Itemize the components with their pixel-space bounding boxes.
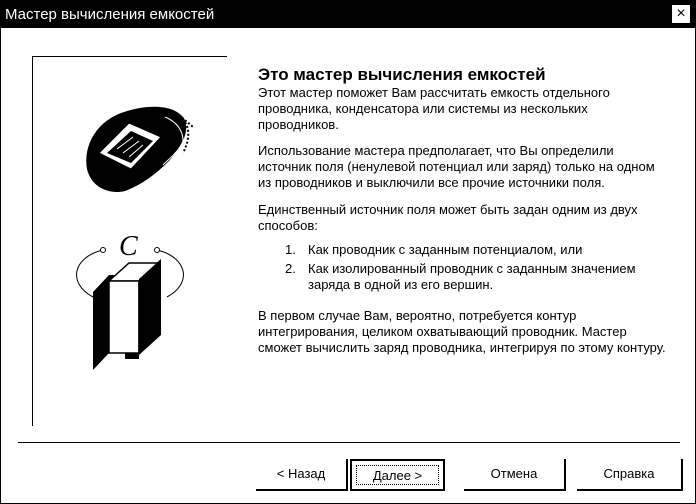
- source-paragraph: Единственный источник поля может быть задан одним из двух способов:: [258, 202, 638, 233]
- cancel-button[interactable]: Отмена: [464, 459, 566, 491]
- list-item-number: 1.: [285, 242, 296, 257]
- close-icon: ×: [676, 5, 686, 22]
- window-title: Мастер вычисления емкостей: [5, 6, 215, 23]
- title-bar[interactable]: [1, 1, 695, 28]
- wizard-illustration-panel: [32, 56, 227, 426]
- back-button[interactable]: < Назад: [256, 459, 348, 491]
- list-item: [258, 261, 668, 293]
- conductor-blob-icon: [86, 107, 193, 192]
- contour-paragraph: В первом случае Вам, вероятно, потребуется контур интегрирования, целиком охватывающий проводник. Мастер сможет вычислить заряд проводника, интегрируя по этому контуру.: [258, 308, 666, 355]
- intro-paragraph: Этот мастер поможет Вам рассчитать емкость отдельного проводника, конденсатора или системы из нескольких проводников.: [258, 85, 610, 132]
- wizard-illustration: [33, 57, 228, 427]
- capacitor-icon: [77, 248, 184, 371]
- capacitor-label: C: [119, 231, 138, 262]
- separator-line: [18, 442, 680, 443]
- next-button-label: Далее >: [372, 468, 423, 483]
- next-button[interactable]: [350, 459, 445, 491]
- focus-rectangle: [356, 465, 439, 485]
- usage-paragraph: Использование мастера предполагает, что Вы определили источник поля (ненулевой потенциал или заряд) только на одном из проводников и выключили все прочие источники поля.: [258, 143, 655, 190]
- help-button[interactable]: Справка: [577, 459, 683, 491]
- list-item-text: Как изолированный проводник с заданным значением заряда в одной из его вершин.: [308, 261, 636, 292]
- close-button[interactable]: [671, 4, 691, 24]
- wizard-content: [258, 65, 668, 356]
- source-options-list: [258, 242, 668, 293]
- wizard-heading: Это мастер вычисления емкостей: [258, 65, 546, 84]
- list-item-text: Как проводник с заданным потенциалом, или: [308, 242, 583, 257]
- list-item-number: 2.: [285, 261, 296, 276]
- list-item: [258, 242, 668, 258]
